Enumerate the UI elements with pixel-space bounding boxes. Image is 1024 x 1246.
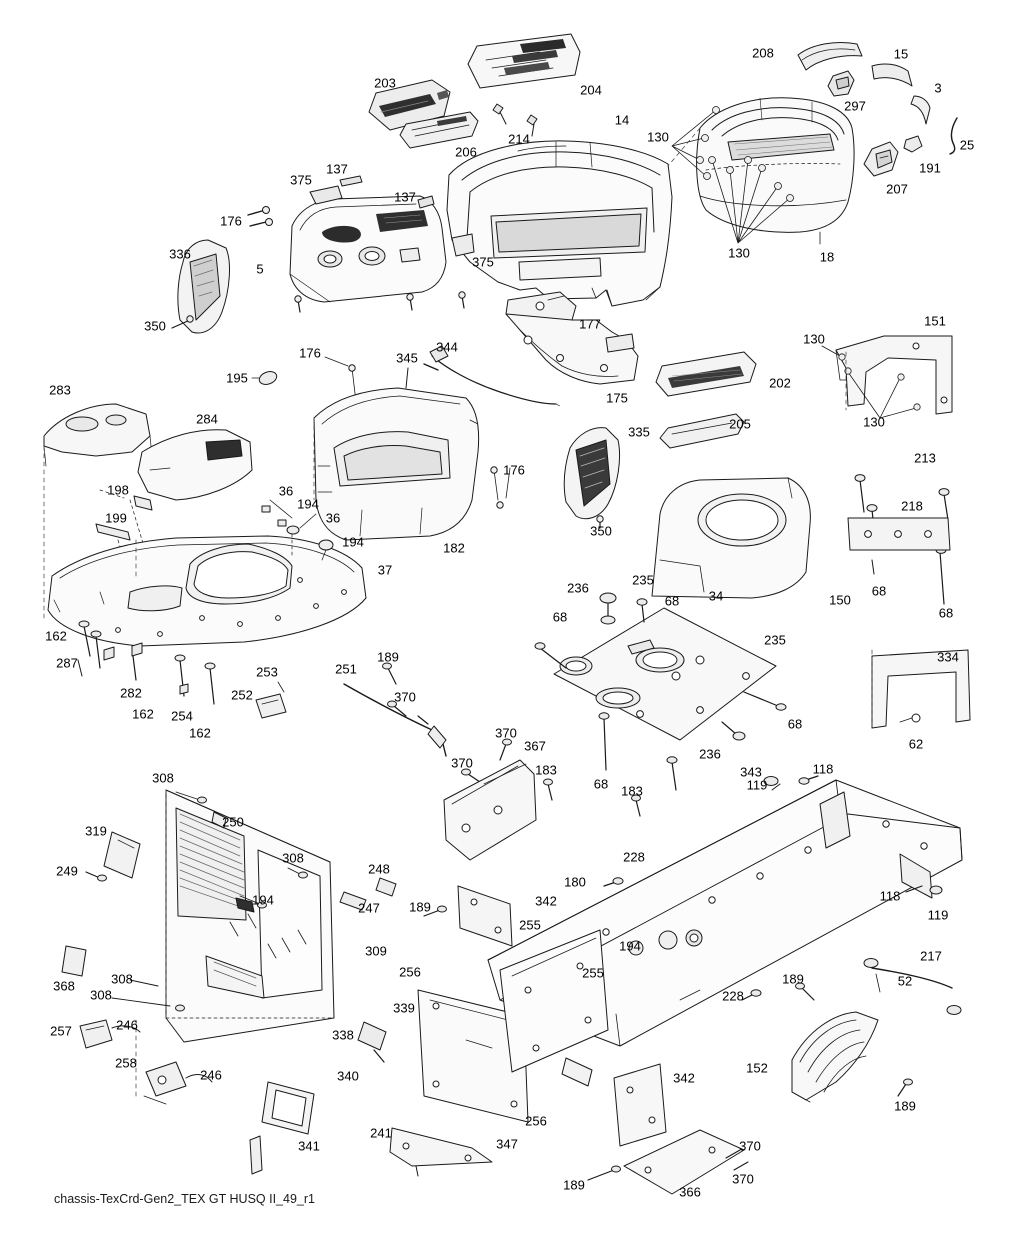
callout-label-308: 308 xyxy=(90,987,112,1003)
callout-label-204: 204 xyxy=(580,82,602,98)
part-283-fender-top xyxy=(44,404,152,466)
callout-label-152: 152 xyxy=(746,1060,768,1076)
callout-label-68: 68 xyxy=(593,776,609,792)
part-152-step-plate xyxy=(792,1012,878,1102)
callout-label-176: 176 xyxy=(220,213,242,229)
part-5-console xyxy=(290,196,446,302)
callout-label-130: 130 xyxy=(647,129,669,145)
callout-label-162: 162 xyxy=(189,725,211,741)
callout-label-189: 189 xyxy=(782,971,804,987)
callout-label-195: 195 xyxy=(226,370,248,386)
callout-label-189: 189 xyxy=(409,899,431,915)
callout-label-368: 368 xyxy=(53,978,75,994)
callout-label-119: 119 xyxy=(927,907,949,923)
part-15-trim xyxy=(872,64,912,86)
callout-label-257: 257 xyxy=(50,1023,72,1039)
callout-label-246: 246 xyxy=(200,1067,222,1083)
callout-label-5: 5 xyxy=(256,261,264,277)
callout-label-235: 235 xyxy=(632,572,654,588)
callout-label-150: 150 xyxy=(829,592,851,608)
callout-label-241: 241 xyxy=(370,1125,392,1141)
callout-label-162: 162 xyxy=(132,706,154,722)
callout-label-162: 162 xyxy=(45,628,67,644)
callout-label-287: 287 xyxy=(56,655,78,671)
callout-label-283: 283 xyxy=(49,382,71,398)
callout-label-36: 36 xyxy=(325,510,341,526)
callout-label-52: 52 xyxy=(897,973,913,989)
callout-label-246: 246 xyxy=(116,1017,138,1033)
callout-label-202: 202 xyxy=(769,375,791,391)
callout-label-228: 228 xyxy=(623,849,645,865)
part-335-side-vent xyxy=(564,428,619,519)
callout-label-68: 68 xyxy=(787,716,803,732)
callout-label-336: 336 xyxy=(169,246,191,262)
callout-label-203: 203 xyxy=(374,75,396,91)
part-342-bracket-bottom xyxy=(614,1064,666,1146)
callout-label-341: 341 xyxy=(298,1138,320,1154)
callout-label-34: 34 xyxy=(708,588,724,604)
callout-label-176: 176 xyxy=(299,345,321,361)
callout-label-118: 118 xyxy=(879,888,901,904)
callout-label-366: 366 xyxy=(679,1184,701,1200)
callout-label-194: 194 xyxy=(619,938,641,954)
callout-label-375: 375 xyxy=(472,254,494,270)
callout-label-319: 319 xyxy=(85,823,107,839)
callout-label-255: 255 xyxy=(519,917,541,933)
part-151-bracket xyxy=(836,336,952,414)
callout-label-130: 130 xyxy=(863,414,885,430)
callout-label-256: 256 xyxy=(399,964,421,980)
callout-label-228: 228 xyxy=(722,988,744,1004)
part-213-218-hardware xyxy=(848,475,950,604)
callout-label-68: 68 xyxy=(552,609,568,625)
callout-label-375: 375 xyxy=(290,172,312,188)
part-175-frame-plate xyxy=(506,314,638,384)
part-18-hood-assembly xyxy=(697,98,854,233)
callout-label-194: 194 xyxy=(297,496,319,512)
callout-label-334: 334 xyxy=(937,649,959,665)
part-284-seat-base xyxy=(138,430,252,500)
callout-label-205: 205 xyxy=(729,416,751,432)
callout-label-15: 15 xyxy=(893,46,909,62)
part-319-249-handle xyxy=(86,832,140,881)
callout-label-335: 335 xyxy=(628,424,650,440)
part-202-grille xyxy=(656,352,756,396)
part-37-footrest-deck xyxy=(48,536,366,646)
callout-label-347: 347 xyxy=(496,1136,518,1152)
callout-label-183: 183 xyxy=(535,762,557,778)
callout-label-213: 213 xyxy=(914,450,936,466)
callout-label-68: 68 xyxy=(871,583,887,599)
callout-label-308: 308 xyxy=(152,770,174,786)
callout-label-308: 308 xyxy=(111,971,133,987)
callout-label-247: 247 xyxy=(358,900,380,916)
callout-label-309: 309 xyxy=(365,943,387,959)
callout-label-119: 119 xyxy=(746,777,768,793)
callout-label-176: 176 xyxy=(503,462,525,478)
part-367-bracket xyxy=(444,760,536,860)
part-241-347-plate xyxy=(390,1128,492,1176)
part-297-clip xyxy=(828,71,854,96)
part-368-plate xyxy=(62,946,86,976)
callout-label-25: 25 xyxy=(959,137,975,153)
callout-label-339: 339 xyxy=(393,1000,415,1016)
callout-label-199: 199 xyxy=(105,510,127,526)
part-252-253-brackets xyxy=(256,682,286,718)
callout-label-350: 350 xyxy=(144,318,166,334)
callout-label-182: 182 xyxy=(443,540,465,556)
callout-label-370: 370 xyxy=(394,689,416,705)
callout-label-284: 284 xyxy=(196,411,218,427)
callout-label-3: 3 xyxy=(934,80,942,96)
callout-label-62: 62 xyxy=(908,736,924,752)
callout-label-251: 251 xyxy=(335,661,357,677)
callout-label-256: 256 xyxy=(525,1113,547,1129)
part-14-dash-console xyxy=(447,141,672,306)
part-309-side-panel xyxy=(166,790,334,1042)
callout-label-370: 370 xyxy=(495,725,517,741)
callout-label-183: 183 xyxy=(621,783,643,799)
callout-label-252: 252 xyxy=(231,687,253,703)
callout-label-344: 344 xyxy=(436,339,458,355)
part-217-52-hardware xyxy=(864,959,961,1015)
callout-label-345: 345 xyxy=(396,350,418,366)
part-342-bracket-left xyxy=(458,886,512,946)
part-195-bushing xyxy=(252,369,279,386)
callout-label-194: 194 xyxy=(252,892,274,908)
callout-label-218: 218 xyxy=(901,498,923,514)
callout-label-342: 342 xyxy=(673,1070,695,1086)
part-370-screws-left xyxy=(388,701,512,786)
callout-label-214: 214 xyxy=(508,131,530,147)
callout-label-340: 340 xyxy=(337,1068,359,1084)
callout-label-258: 258 xyxy=(115,1055,137,1071)
callout-label-68: 68 xyxy=(938,605,954,621)
callout-label-14: 14 xyxy=(614,112,630,128)
callout-label-198: 198 xyxy=(107,482,129,498)
callout-label-175: 175 xyxy=(606,390,628,406)
part-191-clip xyxy=(904,136,922,152)
callout-label-338: 338 xyxy=(332,1027,354,1043)
callout-label-206: 206 xyxy=(455,144,477,160)
callout-label-37: 37 xyxy=(377,562,393,578)
callout-label-342: 342 xyxy=(535,893,557,909)
callout-label-254: 254 xyxy=(171,708,193,724)
callout-label-130: 130 xyxy=(728,245,750,261)
callout-label-137: 137 xyxy=(326,161,348,177)
part-25-hose xyxy=(950,118,957,154)
callout-label-177: 177 xyxy=(579,316,601,332)
callout-label-180: 180 xyxy=(564,874,586,890)
callout-label-253: 253 xyxy=(256,664,278,680)
callout-label-189: 189 xyxy=(894,1098,916,1114)
part-150-shroud xyxy=(652,478,810,598)
callout-label-151: 151 xyxy=(924,313,946,329)
part-207-bracket xyxy=(864,142,898,176)
callout-label-297: 297 xyxy=(844,98,866,114)
callout-label-370: 370 xyxy=(732,1171,754,1187)
callout-label-130: 130 xyxy=(803,331,825,347)
callout-label-189: 189 xyxy=(563,1177,585,1193)
callout-label-36: 36 xyxy=(278,483,294,499)
diagram-caption: chassis-TexCrd-Gen2_TEX GT HUSQ II_49_r1 xyxy=(54,1192,315,1206)
callout-label-236: 236 xyxy=(567,580,589,596)
callout-label-208: 208 xyxy=(752,45,774,61)
callout-label-248: 248 xyxy=(368,861,390,877)
part-3-bracket xyxy=(911,96,930,124)
callout-label-282: 282 xyxy=(120,685,142,701)
callout-label-194: 194 xyxy=(342,534,364,550)
callout-label-118: 118 xyxy=(812,761,834,777)
part-34-engine-plate xyxy=(554,608,776,740)
callout-label-207: 207 xyxy=(886,181,908,197)
part-204-hood-vent-panel xyxy=(468,34,580,88)
callout-label-217: 217 xyxy=(920,948,942,964)
callout-label-370: 370 xyxy=(451,755,473,771)
callout-label-343: 343 xyxy=(740,764,762,780)
callout-label-255: 255 xyxy=(582,965,604,981)
part-208-trim xyxy=(798,42,862,70)
callout-label-68: 68 xyxy=(664,593,680,609)
callout-label-370: 370 xyxy=(739,1138,761,1154)
callout-label-235: 235 xyxy=(764,632,786,648)
callout-label-236: 236 xyxy=(699,746,721,762)
callout-label-191: 191 xyxy=(919,160,941,176)
callout-label-249: 249 xyxy=(56,863,78,879)
callout-label-250: 250 xyxy=(222,814,244,830)
callout-label-18: 18 xyxy=(819,249,835,265)
callout-label-137: 137 xyxy=(394,189,416,205)
callout-label-367: 367 xyxy=(524,738,546,754)
callout-label-308: 308 xyxy=(282,850,304,866)
callout-label-189: 189 xyxy=(377,649,399,665)
callout-label-350: 350 xyxy=(590,523,612,539)
